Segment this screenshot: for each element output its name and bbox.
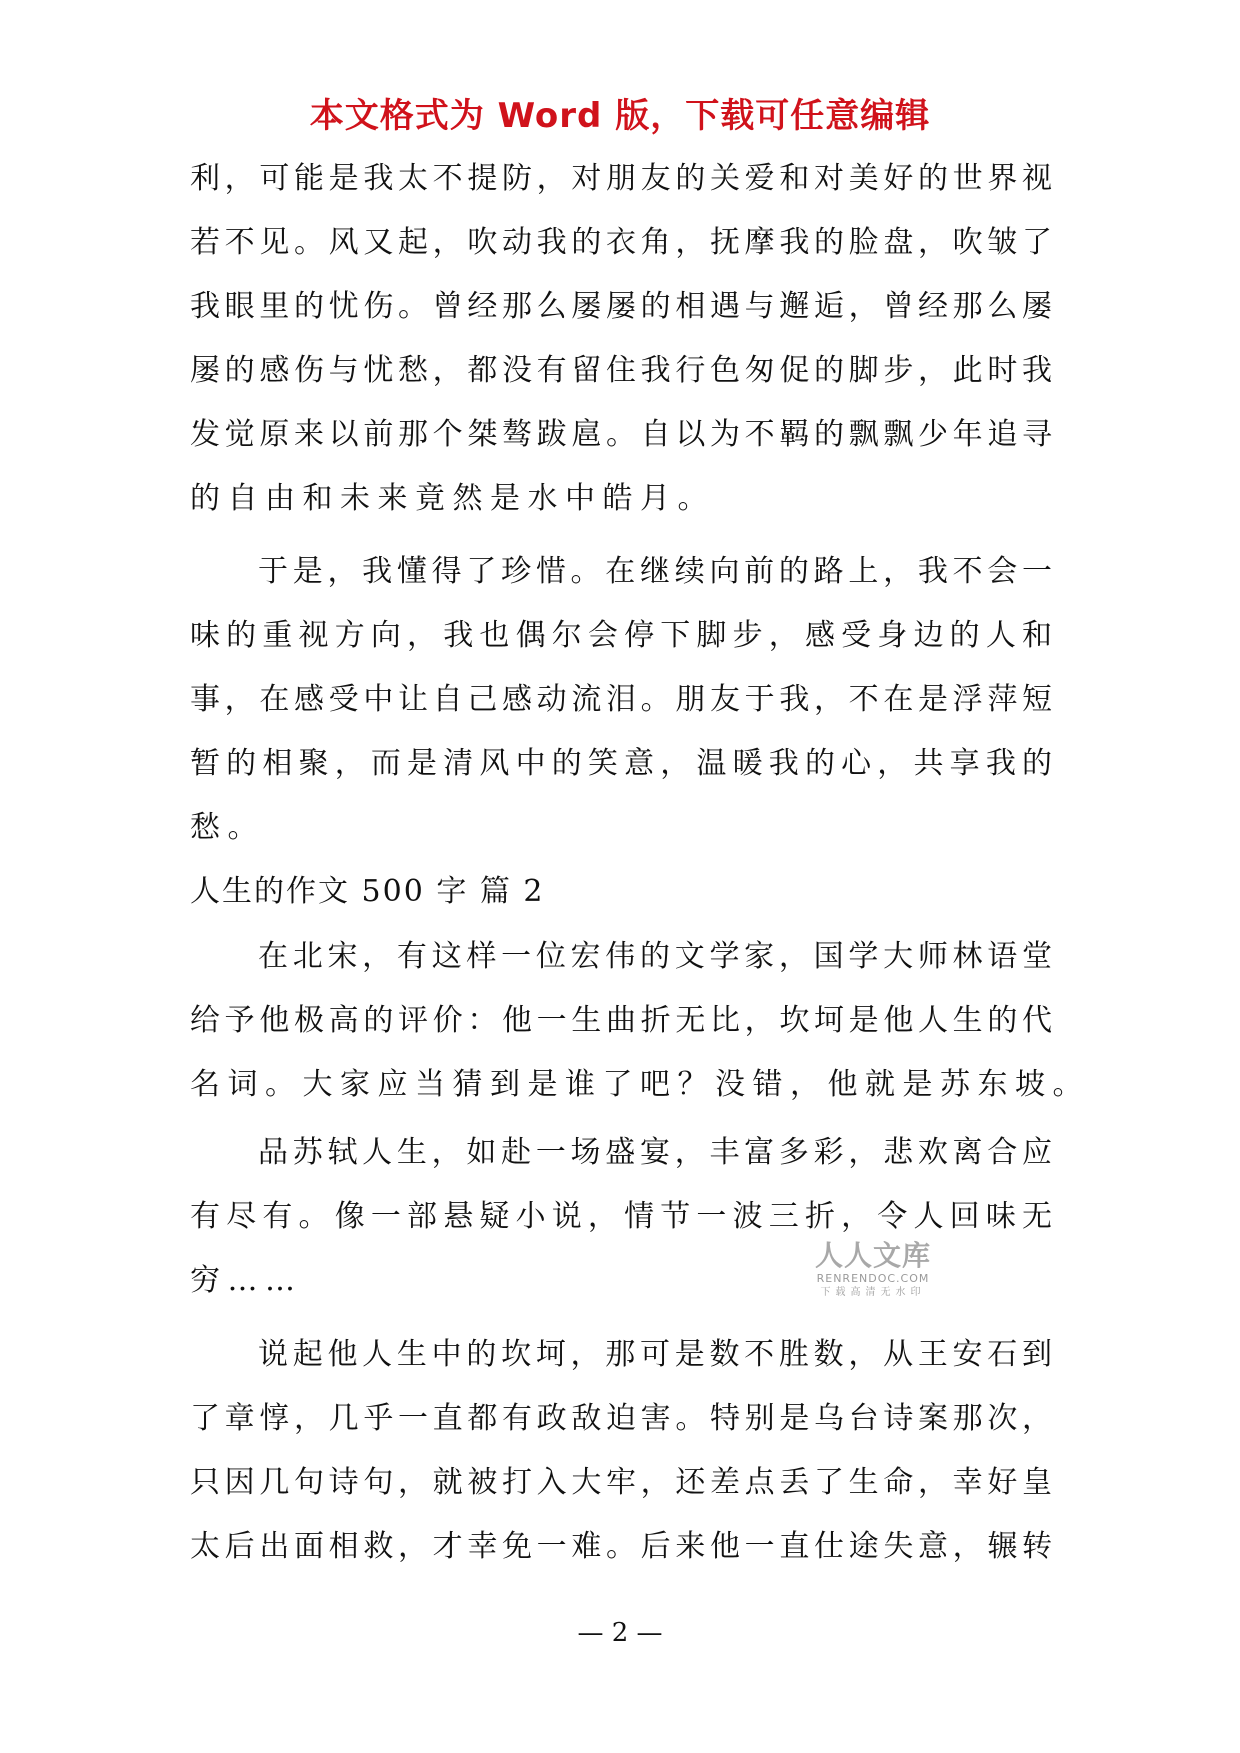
watermark: [808, 1240, 938, 1300]
format-notice-banner: 本文格式为 Word 版，下载可任意编辑: [309, 96, 931, 136]
text-line: 暂的相聚，而是清风中的笑意，温暖我的心，共享我的: [190, 746, 1052, 781]
text-line: 愁。: [190, 810, 265, 845]
watermark-site: RENRENDOC.COM: [816, 1272, 930, 1285]
text-line: 屡的感伤与忧愁，都没有留住我行色匆促的脚步，此时我: [190, 353, 1052, 388]
text-line: 给予他极高的评价：他一生曲折无比，坎坷是他人生的代: [190, 1003, 1052, 1038]
text-line: 只因几句诗句，就被打入大牢，还差点丢了生命，幸好皇: [190, 1465, 1052, 1500]
text-line: 说起他人生中的坎坷，那可是数不胜数，从王安石到: [258, 1337, 1052, 1372]
text-line: 了章惇，几乎一直都有政敌迫害。特别是乌台诗案那次，: [190, 1401, 1052, 1436]
text-line: 名词。大家应当猜到是谁了吧？没错，他就是苏东坡。: [190, 1067, 1090, 1102]
watermark-title: 人人文库: [814, 1239, 931, 1272]
text-line: 的自由和未来竟然是水中皓月。: [190, 481, 715, 516]
text-line: 我眼里的忧伤。曾经那么屡屡的相遇与邂逅，曾经那么屡: [190, 289, 1052, 324]
text-line: 味的重视方向，我也偶尔会停下脚步，感受身边的人和: [190, 618, 1052, 653]
text-line: 事，在感受中让自己感动流泪。朋友于我，不在是浮萍短: [190, 682, 1052, 717]
text-line: 发觉原来以前那个桀骜跋扈。自以为不羁的飘飘少年追寻: [190, 417, 1052, 452]
text-line: 利，可能是我太不提防，对朋友的关爱和对美好的世界视: [190, 161, 1052, 196]
text-line: 若不见。风又起，吹动我的衣角，抚摩我的脸盘，吹皱了: [190, 225, 1052, 260]
text-line: 太后出面相救，才幸免一难。后来他一直仕途失意，辗转: [190, 1529, 1052, 1564]
text-line: 于是，我懂得了珍惜。在继续向前的路上，我不会一: [258, 554, 1052, 589]
text-line: 品苏轼人生，如赴一场盛宴，丰富多彩，悲欢离合应: [258, 1135, 1052, 1170]
page-number: — 2 —: [577, 1618, 663, 1648]
section-heading: 人生的作文 500 字 篇 2: [190, 874, 545, 909]
text-line: 在北宋，有这样一位宏伟的文学家，国学大师林语堂: [258, 939, 1052, 974]
watermark-subtitle: 下载高清无水印: [820, 1287, 926, 1298]
text-line: 有尽有。像一部悬疑小说，情节一波三折，令人回味无: [190, 1199, 1052, 1234]
text-line: 穷……: [190, 1263, 303, 1298]
